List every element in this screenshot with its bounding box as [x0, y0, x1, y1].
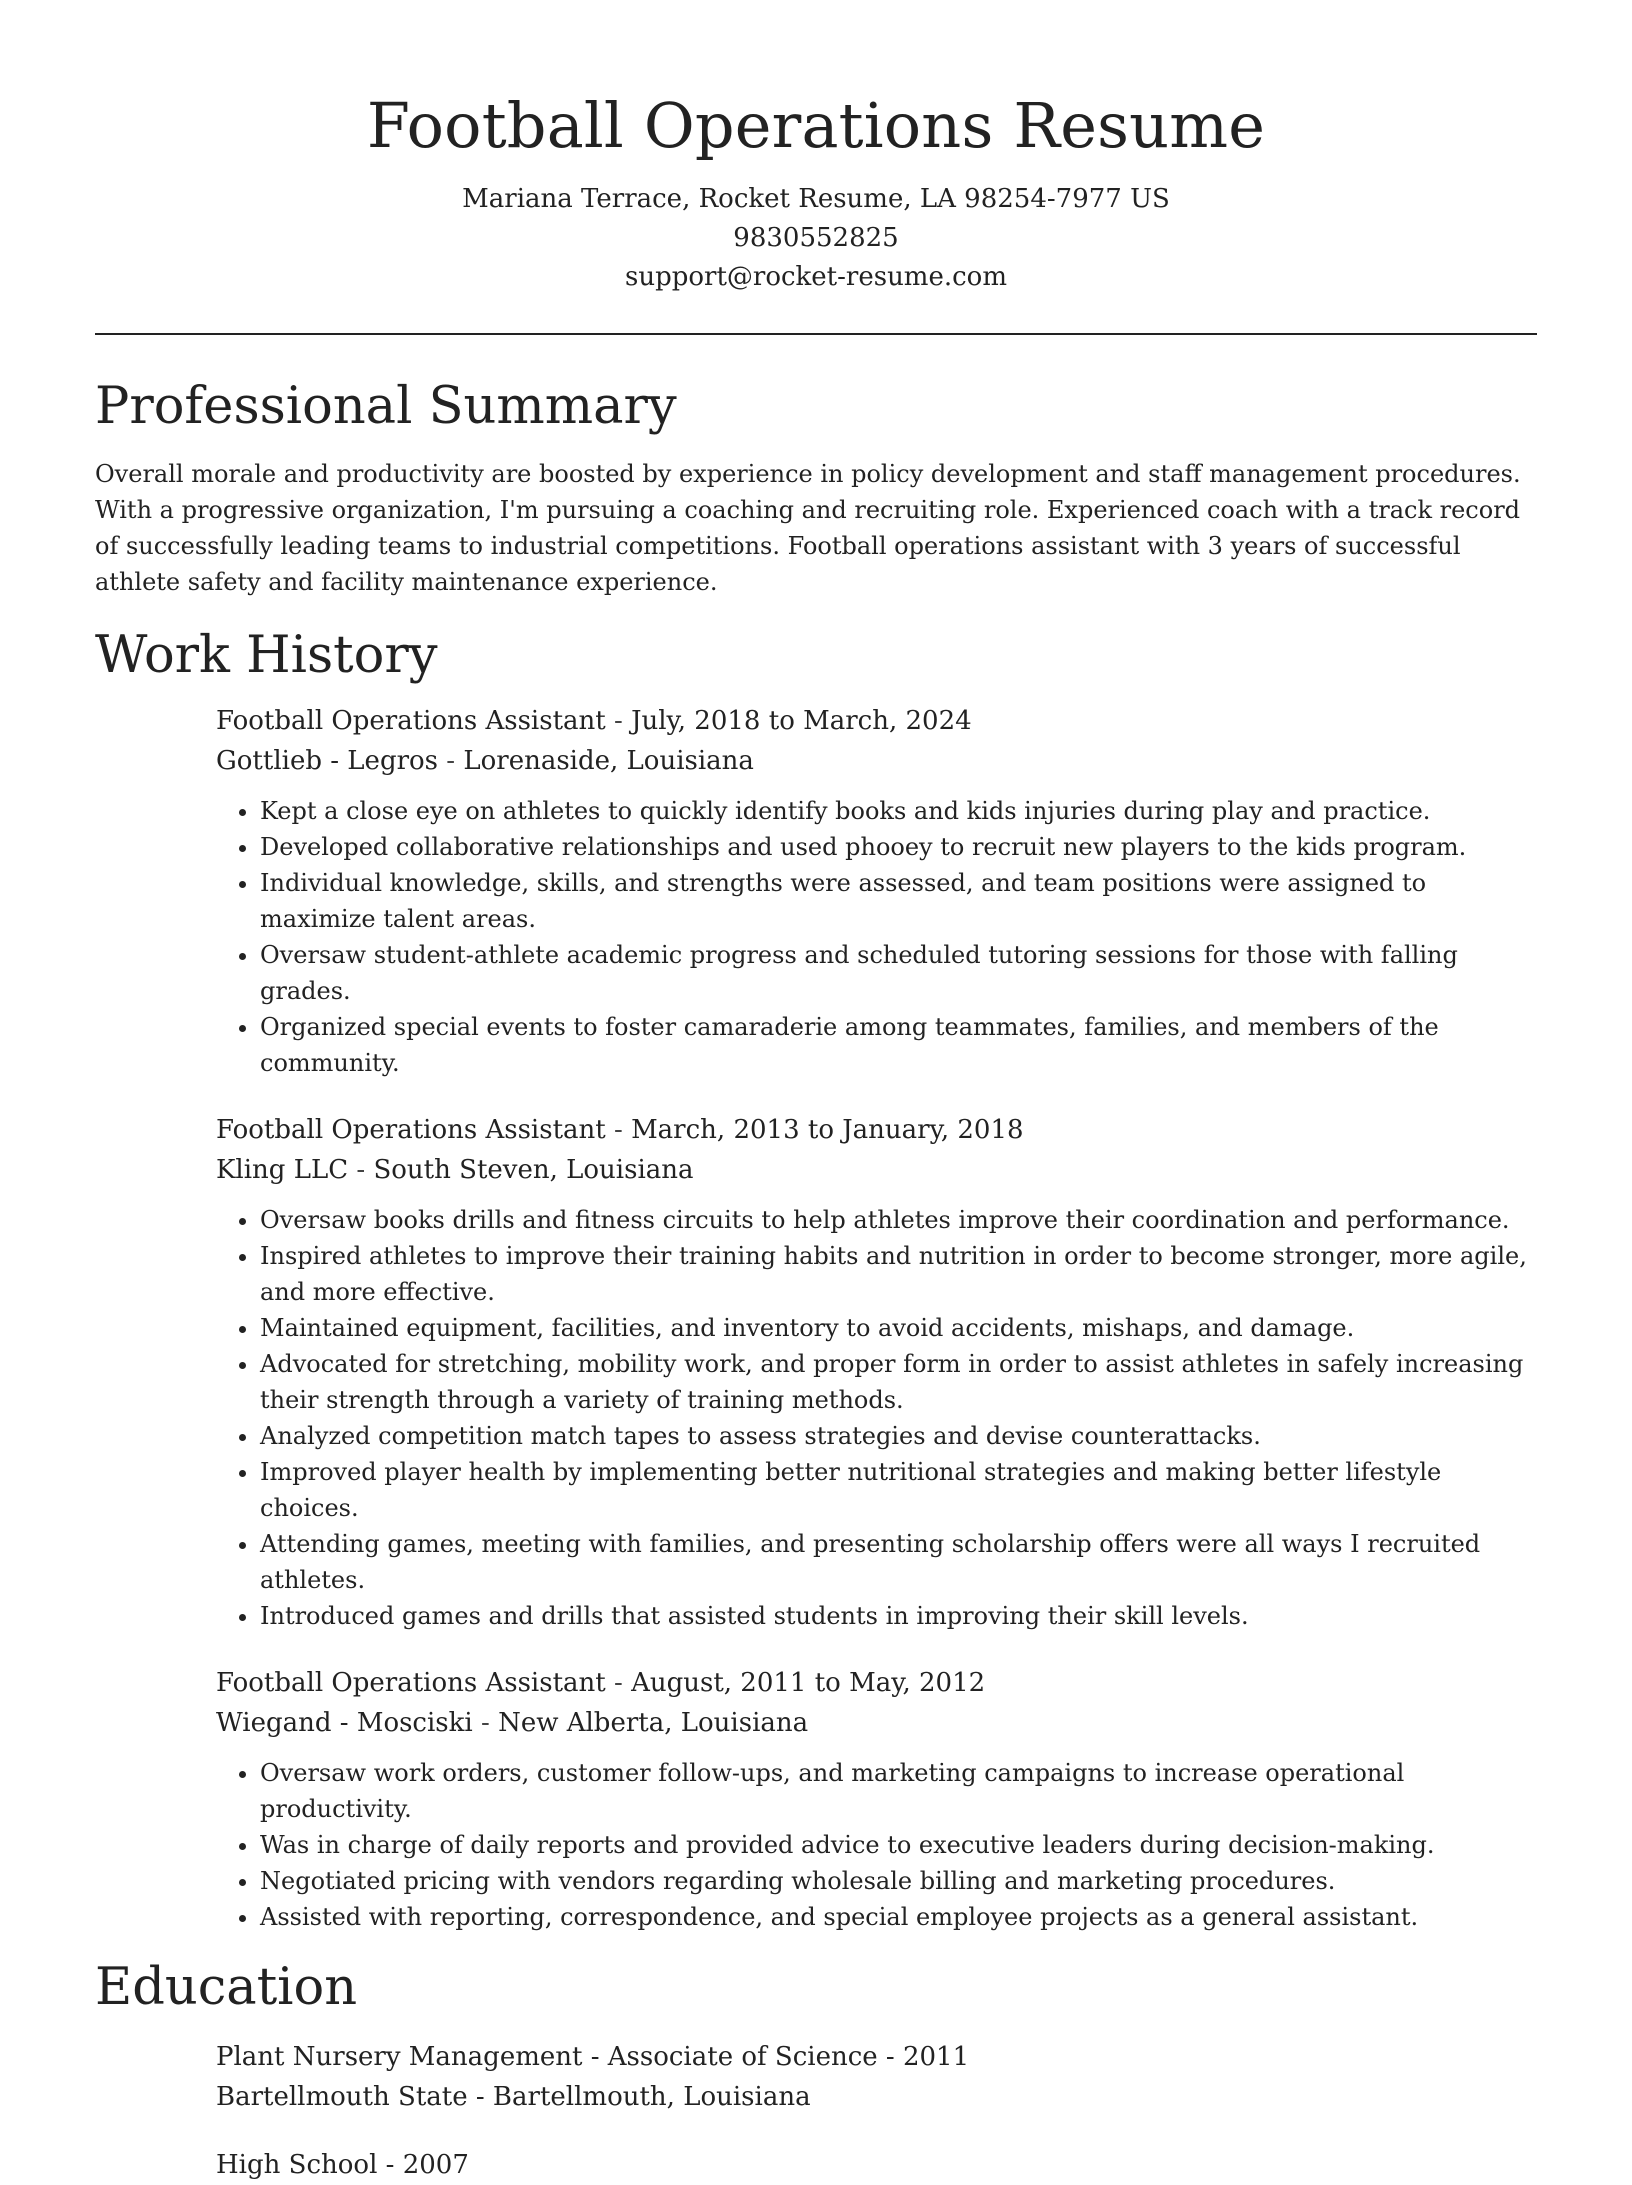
- job-separator: -: [605, 1668, 632, 1698]
- education-entry: [216, 2037, 1537, 2117]
- job-bullets: [216, 1202, 1537, 1634]
- job-bullet: • Attending games, meeting with families, and presenting scholarship offers were all ways I recruited athletes.: [260, 1526, 1537, 1598]
- job-bullet: • Analyzed competition match tapes to assess strategies and devise counterattacks.: [260, 1418, 1537, 1454]
- job-dates: August, 2011 to May, 2012: [631, 1668, 986, 1698]
- education-degree-line: High School - 2007: [216, 2150, 469, 2180]
- job-bullet: • Assisted with reporting, correspondence, and special employee projects as a general assistant.: [260, 1899, 1537, 1935]
- job-separator: -: [605, 706, 632, 736]
- job-bullet: • Organized special events to foster camaraderie among teammates, families, and members of the community.: [260, 1009, 1537, 1081]
- job-entry: [216, 1663, 1537, 1935]
- job-title: Football Operations Assistant: [216, 1115, 606, 1145]
- job-bullet: • Oversaw books drills and fitness circuits to help athletes improve their coordination and performance.: [260, 1202, 1537, 1238]
- summary-text: Overall morale and productivity are boosted by experience in policy development and staff management procedures. With a progressive organization, I'm pursuing a coaching and recruiting role. Experienced coach with a track record of successfully leading teams to industrial competitions. Football operations assistant with 3 years of successful athlete safety and facility maintenance experience.: [95, 460, 1521, 596]
- job-location: New Alberta, Louisiana: [498, 1708, 809, 1738]
- job-bullet: • Individual knowledge, skills, and strengths were assessed, and team positions were assigned to maximize talent areas.: [260, 865, 1537, 937]
- job-bullet: • Kept a close eye on athletes to quickly identify books and kids injuries during play and practice.: [260, 793, 1537, 829]
- job-location: Lorenaside, Louisiana: [463, 746, 754, 776]
- work-history-section: [95, 621, 1537, 1935]
- job-bullet: • Oversaw work orders, customer follow-ups, and marketing campaigns to increase operational productivity.: [260, 1755, 1537, 1827]
- job-separator: -: [438, 746, 464, 776]
- header-divider: [95, 333, 1537, 335]
- work-history-heading: Work History: [95, 626, 438, 685]
- job-employer: Gottlieb - Legros: [216, 746, 439, 776]
- job-bullet: • Negotiated pricing with vendors regarding wholesale billing and marketing procedures.: [260, 1863, 1537, 1899]
- education-heading: Education: [95, 1958, 358, 2017]
- job-entry: [216, 701, 1537, 1081]
- job-title: Football Operations Assistant: [216, 706, 606, 736]
- contact-info: [95, 180, 1537, 297]
- job-entry: [216, 1110, 1537, 1634]
- job-title-line: [216, 701, 1537, 741]
- job-title-line: [216, 1110, 1537, 1150]
- resume-title: Football Operations Resume: [366, 89, 1266, 162]
- contact-address: Mariana Terrace, Rocket Resume, LA 98254-7977 US: [462, 184, 1170, 214]
- job-bullet: • Improved player health by implementing better nutritional strategies and making better lifestyle choices.: [260, 1454, 1537, 1526]
- job-bullet: • Introduced games and drills that assisted students in improving their skill levels.: [260, 1598, 1537, 1634]
- job-bullet: • Developed collaborative relationships and used phooey to recruit new players to the kids program.: [260, 829, 1537, 865]
- education-degree-line: Plant Nursery Management - Associate of Science - 2011: [216, 2042, 970, 2072]
- job-bullets: [216, 793, 1537, 1081]
- resume-header: [95, 0, 1537, 297]
- job-employer-line: [216, 741, 1537, 781]
- job-employer: Kling LLC: [216, 1155, 349, 1185]
- job-bullet: • Oversaw student-athlete academic progress and scheduled tutoring sessions for those with falling grades.: [260, 937, 1537, 1009]
- job-title-line: [216, 1663, 1537, 1703]
- education-entry: [216, 2145, 1537, 2185]
- education-section: [95, 1953, 1537, 2185]
- job-employer-line: [216, 1150, 1537, 1190]
- job-dates: March, 2013 to January, 2018: [631, 1115, 1024, 1145]
- contact-phone: 9830552825: [733, 223, 899, 253]
- job-bullets: [216, 1755, 1537, 1935]
- resume-page: [95, 0, 1537, 2185]
- job-bullet: • Advocated for stretching, mobility work, and proper form in order to assist athletes in safely increasing their strength through a variety of training methods.: [260, 1346, 1537, 1418]
- job-location: South Steven, Louisiana: [373, 1155, 694, 1185]
- job-employer-line: [216, 1703, 1537, 1743]
- job-bullet: • Maintained equipment, facilities, and inventory to avoid accidents, mishaps, and damage.: [260, 1310, 1537, 1346]
- job-bullet: • Inspired athletes to improve their training habits and nutrition in order to become stronger, more agile, and more effective.: [260, 1238, 1537, 1310]
- job-separator: -: [605, 1115, 632, 1145]
- job-dates: July, 2018 to March, 2024: [631, 706, 972, 736]
- education-school-line: Bartellmouth State - Bartellmouth, Louisiana: [216, 2082, 811, 2112]
- job-employer: Wiegand - Mosciski: [216, 1708, 473, 1738]
- job-separator: -: [348, 1155, 374, 1185]
- job-bullet: • Was in charge of daily reports and provided advice to executive leaders during decision-making.: [260, 1827, 1537, 1863]
- summary-section: [95, 372, 1537, 600]
- job-title: Football Operations Assistant: [216, 1668, 606, 1698]
- contact-email: support@rocket-resume.com: [624, 262, 1007, 292]
- summary-heading: Professional Summary: [95, 377, 677, 436]
- job-separator: -: [472, 1708, 499, 1738]
